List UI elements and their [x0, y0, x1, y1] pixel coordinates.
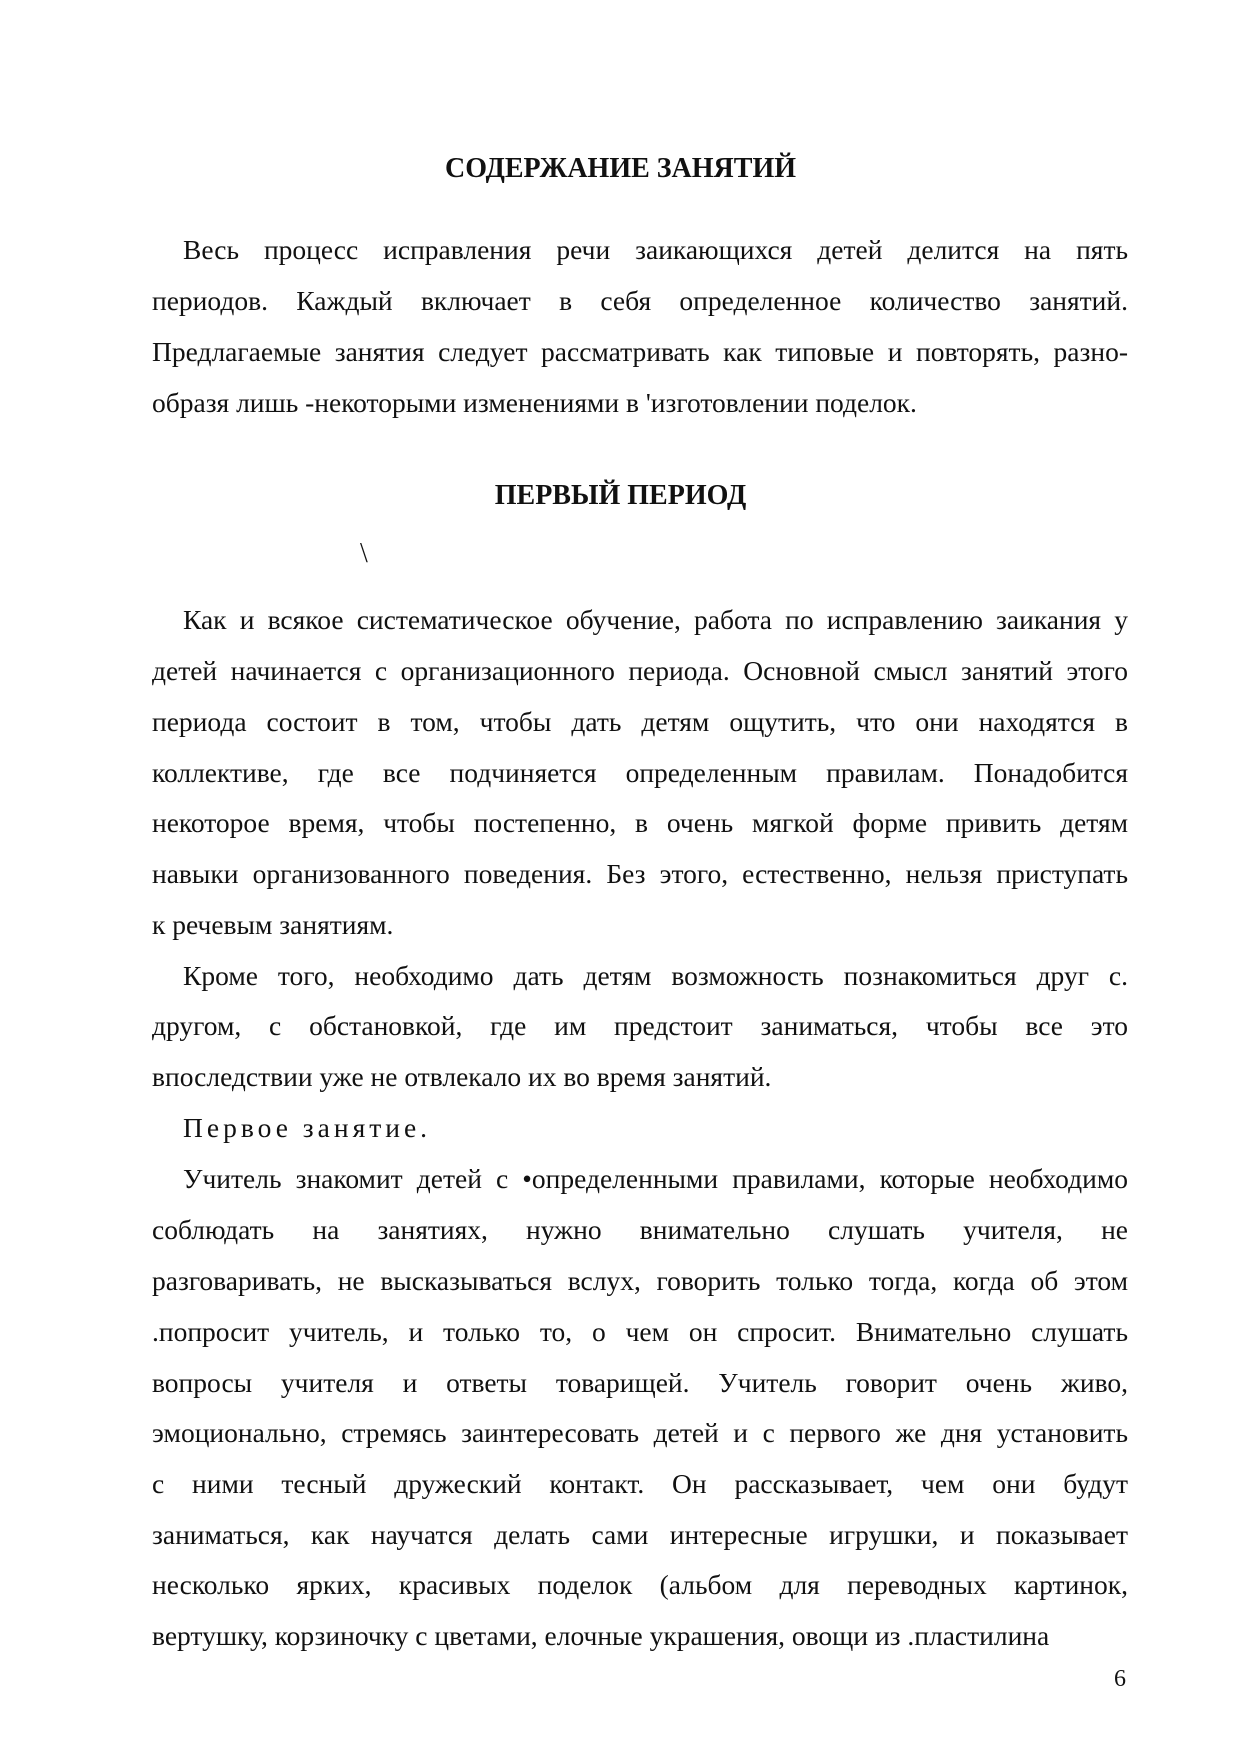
paragraph-2-line: навыки организованного поведения. Без этого, естественно, нельзя приступать [152, 858, 1128, 889]
paragraph-5-line: разговаривать, не высказываться вслух, говорить только тогда, когда об этом [152, 1265, 1128, 1296]
paragraph-3-line: другом, с обстановкой, где им предстоит заниматься, чтобы все это [152, 1010, 1128, 1041]
paragraph-2-line: детей начинается с организационного периода. Основной смысл занятий этого [152, 655, 1128, 686]
page-title: СОДЕРЖАНИЕ ЗАНЯТИЙ [444, 153, 797, 184]
paragraph-5-line: вертушку, корзиночку с цветами, елочные украшения, овощи из .пластилина [152, 1620, 1050, 1651]
paragraph-5-line: эмоционально, стремясь заинтересовать детей и с первого же дня установить [152, 1417, 1128, 1448]
paragraph-1-line: образя лишь -некоторыми изменениями в 'изготовлении поделок. [152, 387, 917, 418]
paragraph-1-line: Весь процесс исправления речи заикающихся детей делится на пять [183, 234, 1128, 265]
paragraph-4-line: Первое занятие. [183, 1112, 432, 1143]
paragraph-5-line: несколько ярких, красивых поделок (альбом для переводных картинок, [152, 1569, 1128, 1600]
paragraph-2-line: Как и всякое систематическое обучение, работа по исправлению заикания у [183, 604, 1128, 635]
paragraph-2-line: некоторое время, чтобы постепенно, в очень мягкой форме привить детям [152, 807, 1128, 838]
paragraph-3-line: Кроме того, необходимо дать детям возможность познакомиться друг с. [183, 960, 1128, 991]
page-number: 6 [1114, 1666, 1126, 1692]
paragraph-1-line: Предлагаемые занятия следует рассматривать как типовые и повторять, разно- [152, 336, 1128, 367]
section-heading: ПЕРВЫЙ ПЕРИОД [494, 480, 747, 511]
paragraph-1-line: периодов. Каждый включает в себя определенное количество занятий. [152, 285, 1128, 316]
paragraph-5-line: .попросит учитель, и только то, о чем он спросит. Внимательно слушать [152, 1316, 1128, 1347]
paragraph-5-line: вопросы учителя и ответы товарищей. Учитель говорит очень живо, [152, 1367, 1128, 1398]
paragraph-5-line: заниматься, как научатся делать сами интересные игрушки, и показывает [152, 1519, 1128, 1550]
paragraph-3-line: впоследствии уже не отвлекало их во время занятий. [152, 1061, 772, 1092]
paragraph-5-line: Учитель знакомит детей с •определенными правилами, которые необходимо [183, 1163, 1128, 1194]
paragraph-2-line: периода состоит в том, чтобы дать детям ощутить, что они находятся в [152, 706, 1128, 737]
stray-mark: \ [360, 538, 368, 569]
paragraph-5-line: соблюдать на занятиях, нужно внимательно слушать учителя, не [152, 1214, 1128, 1245]
paragraph-5-line: с ними тесный дружеский контакт. Он рассказывает, чем они будут [152, 1468, 1128, 1499]
paragraph-2-line: коллективе, где все подчиняется определенным правилам. Понадобится [152, 757, 1128, 788]
paragraph-2-line: к речевым занятиям. [152, 909, 394, 940]
